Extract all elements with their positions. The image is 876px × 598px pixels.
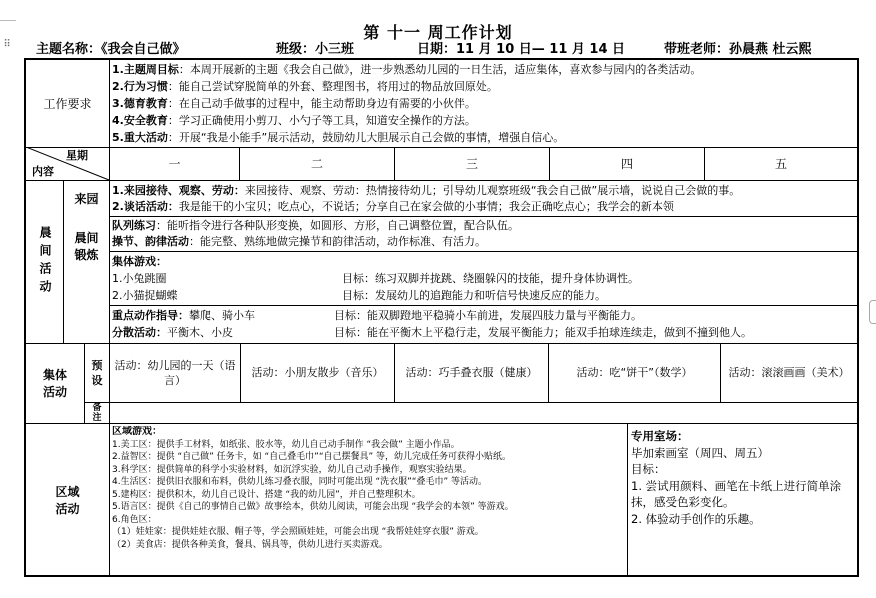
area-item: 5.建构区：提供积木，幼儿自己设计、搭建 “我的幼儿园”，并自己整理积木。 <box>112 489 421 500</box>
arrive-text: 来园接待、观察、劳动：热情接待幼儿；引导幼儿观察班级“我会自己做”展示墙，说说自己会做的事。 <box>244 184 741 197</box>
day-tue: 二 <box>310 157 323 171</box>
activity-fri: 活动：滚滚画画（美术） <box>728 366 850 379</box>
queue-text: ：能听指令进行各种队形变换，如圆形、方形，自己调整位置，配合队伍。 <box>156 219 519 232</box>
theme-name: 主题名称：《我会自己做》 <box>36 42 186 57</box>
split-text: 平衡木、小皮 <box>167 326 233 339</box>
focus-content <box>112 307 856 343</box>
corner-week: 星期 <box>66 149 88 162</box>
grid-line <box>109 216 857 217</box>
work-req-label: 工作要求 <box>43 96 92 111</box>
activity-thu: 活动：吃“饼干”（数学） <box>576 366 693 379</box>
day-thu: 四 <box>620 157 633 171</box>
group-games <box>112 253 856 305</box>
morning-label: 晨间活动 <box>38 226 52 298</box>
req-key: 3.德育教育 <box>112 97 168 110</box>
queue-key: 队列练习 <box>112 219 156 232</box>
game-goal: 目标：发展幼儿的追跑能力和听信号快速反应的能力。 <box>342 289 606 302</box>
area-item: 6.角色区： <box>112 514 157 525</box>
activity-mon: 活动：幼儿园的一天（语言） <box>114 359 236 387</box>
req-text: ：能自己尝试穿脱简单的外套、整理图书，将用过的物品放回原处。 <box>167 80 498 93</box>
area-item: 1.美工区：提供手工材料，如纸张、胶水等，幼儿自己动手制作 “我会做” 主题小作品。 <box>112 439 460 450</box>
group-label: 集体活动 <box>42 367 67 399</box>
req-key: 2.行为习惯 <box>112 80 168 93</box>
req-text: ：在自己动手做事的过程中，能主动帮助身边有需要的小伙伴。 <box>167 97 476 110</box>
group-games-title: 集体游戏： <box>112 255 167 268</box>
day-mon: 一 <box>168 157 181 171</box>
room-title: 专用室场： <box>631 429 689 443</box>
area-item: （2）美食店：提供各种美食，餐具、锅具等，供幼儿进行买卖游戏。 <box>112 539 388 550</box>
class-name: 班级：小三班 <box>276 42 355 57</box>
exercise-label: 晨间锻炼 <box>74 231 99 262</box>
queue-content <box>112 218 856 251</box>
focus-key: 重点动作指导： <box>112 309 189 322</box>
room-line: 目标： <box>631 462 666 476</box>
plan-table <box>24 58 859 577</box>
req-text: ：开展“我是小能手”展示活动，鼓励幼儿大胆展示自己会做的事情，增强自信心。 <box>167 131 565 144</box>
grid-line <box>109 251 857 252</box>
area-label: 区域活动 <box>55 484 80 516</box>
activity-tue: 活动：小朋友散步（音乐） <box>251 366 384 379</box>
game-name: 1.小兔跳圈 <box>112 272 167 285</box>
grid-line <box>109 60 110 577</box>
activity-wed: 活动：巧手叠衣服（健康） <box>405 366 538 379</box>
game-name: 2.小猫捉蝴蝶 <box>112 289 178 302</box>
note-label: 备注 <box>92 403 102 423</box>
grid-line <box>26 423 857 424</box>
grid-line <box>84 402 857 403</box>
gym-text: ：能完整、熟练地做完操节和韵律活动，动作标准、有活力。 <box>189 235 486 248</box>
corner-content: 内容 <box>32 165 54 178</box>
req-text: ：学习正确使用小剪刀、小勺子等工具，知道安全操作的方法。 <box>167 114 476 127</box>
grid-line <box>627 423 628 577</box>
room-line: 毕加索画室（周四、周五） <box>631 445 769 460</box>
area-item: 4.生活区：提供旧衣服和布料，供幼儿练习叠衣服，同时可能出现 “洗衣服”“叠毛巾” 等活动。 <box>112 477 487 487</box>
area-item: （1）娃娃家：提供娃娃衣服、帽子等，学会照顾娃娃，可能会出现 “我帮娃娃穿衣服” 游戏。 <box>112 527 484 537</box>
talk-text: 我是能干的小宝贝；吃点心，不说话；分享自己在家会做的小事情；我会正确吃点心；我学会的新本领 <box>178 200 674 213</box>
area-item: 2.益智区：提供 “自己做” 任务卡，如 “自己叠毛巾”“自己摆餐具” 等，幼儿完成任务可获得小贴纸。 <box>112 452 512 462</box>
special-room <box>631 428 855 576</box>
req-key: 4.安全教育 <box>112 114 168 127</box>
game-goal: 目标：练习双脚并拢跳、绕圈躲闪的技能，提升身体协调性。 <box>342 272 639 285</box>
area-item: 5.语言区：提供《自己的事情自己做》故事绘本，供幼儿阅读，可能会出现 “我学会的本领” 等游戏。 <box>112 502 514 512</box>
area-games <box>112 426 626 577</box>
req-text: ：本周开展新的主题《我会自己做》，进一步熟悉幼儿园的一日生活，适应集体，喜欢参与园内的各类活动。 <box>178 63 702 76</box>
gym-key: 操节、韵律活动 <box>112 235 189 248</box>
req-key: 5.重大活动 <box>112 131 168 144</box>
grid-line <box>26 180 857 181</box>
talk-key: 2.谈话活动： <box>112 200 179 213</box>
req-key: 1.主题周目标 <box>112 63 179 76</box>
area-title: 区域游戏： <box>112 426 162 437</box>
day-fri: 五 <box>774 157 787 171</box>
plan-label: 预设 <box>91 359 103 387</box>
scroll-tab[interactable] <box>869 300 876 324</box>
room-line: 1. 尝试用颜料、画笔在卡纸上进行简单涂抹，感受色彩变化。 <box>631 478 842 509</box>
area-item: 3.科学区：提供简单的科学小实验材料，如沉浮实验，幼儿自己动手操作，观察实验结果。 <box>112 464 472 475</box>
split-goal: 目标：能在平衡木上平稳行走，发展平衡能力；能双手拍球连续走，做到不撞到他人。 <box>334 326 752 339</box>
room-line: 2. 体验动手创作的乐趣。 <box>631 511 761 526</box>
arrive-content <box>112 183 856 216</box>
arrive-key: 1.来园接待、观察、劳动： <box>112 184 245 197</box>
work-req-content <box>112 61 856 147</box>
split-key: 分散活动： <box>112 326 167 339</box>
focus-goal: 目标：能双脚蹬地平稳骑小车前进，发展四肢力量与平衡能力。 <box>334 309 642 322</box>
teachers: 带班老师：孙晨燕 杜云熙 <box>664 42 812 57</box>
day-wed: 三 <box>465 157 478 171</box>
arrive-label: 来园 <box>74 191 99 206</box>
grid-line <box>109 305 857 306</box>
drag-handle-icon[interactable]: ⠿ <box>3 39 11 50</box>
page-title: 第 十一 周工作计划 <box>363 23 513 42</box>
focus-text: 攀爬、骑小车 <box>189 309 255 322</box>
date-range: 日期：11 月 10 日— 11 月 14 日 <box>417 42 626 57</box>
